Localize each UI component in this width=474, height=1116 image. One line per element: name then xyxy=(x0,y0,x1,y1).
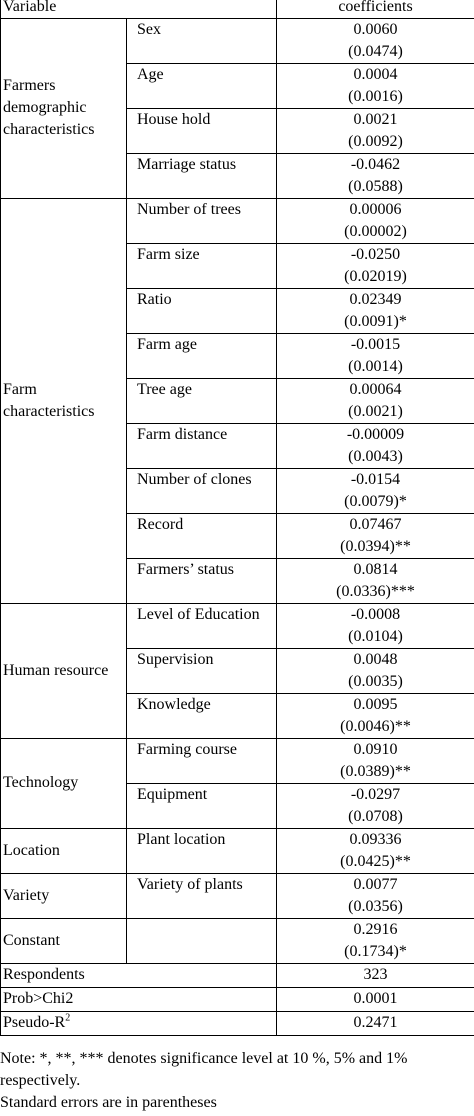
standard-error: (0.0708) xyxy=(348,807,403,825)
table-row xyxy=(1,918,474,963)
variable-name: Equipment xyxy=(127,783,277,828)
stat-value: 323 xyxy=(277,963,474,987)
standard-error: (0.0474) xyxy=(348,42,403,60)
variable-name: Farm age xyxy=(127,333,277,378)
table-body xyxy=(1,0,474,1035)
coefficient-cell xyxy=(277,828,474,873)
coefficient-cell xyxy=(277,18,474,63)
stat-label-text: Respondents xyxy=(3,965,85,983)
coefficient-cell xyxy=(277,423,474,468)
standard-error: (0.1734)* xyxy=(344,942,407,960)
standard-error: (0.0588) xyxy=(348,177,403,195)
coefficient-value: 0.07467 xyxy=(349,515,402,533)
variable-name: Farming course xyxy=(127,738,277,783)
standard-error: (0.0389)** xyxy=(340,762,411,780)
coefficient-value: 0.00064 xyxy=(349,380,402,398)
variable-name: Variety of plants xyxy=(127,873,277,918)
coefficient-value: 0.09336 xyxy=(349,830,402,848)
standard-error: (0.0079)* xyxy=(344,492,407,510)
standard-error: (0.0092) xyxy=(348,132,403,150)
coefficient-value: 0.0060 xyxy=(353,20,398,38)
standard-error: (0.0394)** xyxy=(340,537,411,555)
table-note xyxy=(0,1048,474,1114)
stat-label-text: Prob>Chi2 xyxy=(3,989,74,1007)
coefficient-cell xyxy=(277,873,474,918)
coefficient-value: -0.0008 xyxy=(350,605,401,623)
coefficient-value: 0.0048 xyxy=(353,650,398,668)
coefficient-cell xyxy=(277,648,474,693)
coefficient-cell xyxy=(277,738,474,783)
standard-error: (0.0043) xyxy=(348,447,403,465)
coefficient-cell xyxy=(277,243,474,288)
table-row xyxy=(1,198,474,243)
standard-error: (0.0035) xyxy=(348,672,403,690)
stat-label xyxy=(1,987,277,1011)
coefficient-cell xyxy=(277,693,474,738)
table-row xyxy=(1,738,474,783)
note-respectively: respectively. xyxy=(0,1072,81,1089)
coefficient-cell xyxy=(277,108,474,153)
variable-name: Level of Education xyxy=(127,603,277,648)
coefficient-cell xyxy=(277,468,474,513)
coefficient-value: -0.00009 xyxy=(346,425,405,443)
coefficient-value: -0.0154 xyxy=(350,470,401,488)
coefficient-value: 0.0095 xyxy=(353,695,398,713)
coefficient-value: 0.00006 xyxy=(349,200,402,218)
group-label: Technology xyxy=(1,738,127,828)
coefficient-value: -0.0250 xyxy=(350,245,401,263)
stat-value: 0.0001 xyxy=(277,987,474,1011)
standard-error: (0.00002) xyxy=(344,222,407,240)
table-row xyxy=(1,873,474,918)
coefficient-value: -0.0462 xyxy=(350,155,401,173)
variable-name xyxy=(127,918,277,963)
coefficient-value: 0.0021 xyxy=(353,110,398,128)
coefficient-value: 0.0077 xyxy=(353,875,398,893)
variable-name: Farmers’ status xyxy=(127,558,277,603)
standard-error: (0.0021) xyxy=(348,402,403,420)
standard-error: (0.02019) xyxy=(344,267,407,285)
coefficient-value: -0.0297 xyxy=(350,785,401,803)
group-label: Farmers demographic characteristics xyxy=(1,18,127,198)
stat-label-text: Pseudo-R xyxy=(3,1013,66,1031)
stat-value: 0.2471 xyxy=(277,1011,474,1035)
variable-header: Variable xyxy=(1,0,277,18)
coefficient-cell xyxy=(277,333,474,378)
coefficient-cell xyxy=(277,513,474,558)
standard-error: (0.0014) xyxy=(348,357,403,375)
table-row xyxy=(1,828,474,873)
variable-name: House hold xyxy=(127,108,277,153)
coefficient-cell xyxy=(277,603,474,648)
header-row xyxy=(1,0,474,18)
standard-error: (0.0425)** xyxy=(340,852,411,870)
coefficient-cell xyxy=(277,378,474,423)
note-significance: Note: *, **, *** denotes significance level at 10 %, 5% and 1% xyxy=(0,1050,408,1067)
coefficient-value: 0.0814 xyxy=(353,560,398,578)
group-label: Location xyxy=(1,828,127,873)
coefficient-value: 0.2916 xyxy=(353,920,398,938)
standard-error: (0.0016) xyxy=(348,87,403,105)
stat-row xyxy=(1,1011,474,1035)
variable-name: Knowledge xyxy=(127,693,277,738)
variable-name: Marriage status xyxy=(127,153,277,198)
standard-error: (0.0356) xyxy=(348,897,403,915)
coefficient-value: 0.02349 xyxy=(349,290,402,308)
variable-name: Record xyxy=(127,513,277,558)
group-label: Human resource xyxy=(1,603,127,738)
table-row xyxy=(1,603,474,648)
stat-label xyxy=(1,963,277,987)
stat-row xyxy=(1,987,474,1011)
variable-name: Number of trees xyxy=(127,198,277,243)
variable-name: Farm size xyxy=(127,243,277,288)
note-standard-errors: Standard errors are in parentheses xyxy=(0,1094,217,1111)
coefficient-cell xyxy=(277,918,474,963)
standard-error: (0.0091)* xyxy=(344,312,407,330)
group-label: Variety xyxy=(1,873,127,918)
coefficient-value: -0.0015 xyxy=(350,335,401,353)
variable-name: Sex xyxy=(127,18,277,63)
variable-name: Tree age xyxy=(127,378,277,423)
variable-name: Number of clones xyxy=(127,468,277,513)
standard-error: (0.0104) xyxy=(348,627,403,645)
stat-label-superscript: 2 xyxy=(65,1012,71,1024)
table-row xyxy=(1,18,474,63)
variable-name: Farm distance xyxy=(127,423,277,468)
coefficient-cell xyxy=(277,153,474,198)
coefficient-value: 0.0910 xyxy=(353,740,398,758)
variable-name: Supervision xyxy=(127,648,277,693)
group-label: Farm characteristics xyxy=(1,198,127,603)
coefficient-cell xyxy=(277,198,474,243)
coefficient-cell xyxy=(277,783,474,828)
coefficient-cell xyxy=(277,63,474,108)
coefficient-cell xyxy=(277,288,474,333)
group-label: Constant xyxy=(1,918,127,963)
coefficient-value: 0.0004 xyxy=(353,65,398,83)
standard-error: (0.0046)** xyxy=(340,717,411,735)
stat-label xyxy=(1,1011,277,1035)
variable-name: Plant location xyxy=(127,828,277,873)
coefficients-header: coefficients xyxy=(277,0,474,18)
variable-name: Age xyxy=(127,63,277,108)
variable-name: Ratio xyxy=(127,288,277,333)
stat-row xyxy=(1,963,474,987)
standard-error: (0.0336)*** xyxy=(336,582,415,600)
coefficient-cell xyxy=(277,558,474,603)
